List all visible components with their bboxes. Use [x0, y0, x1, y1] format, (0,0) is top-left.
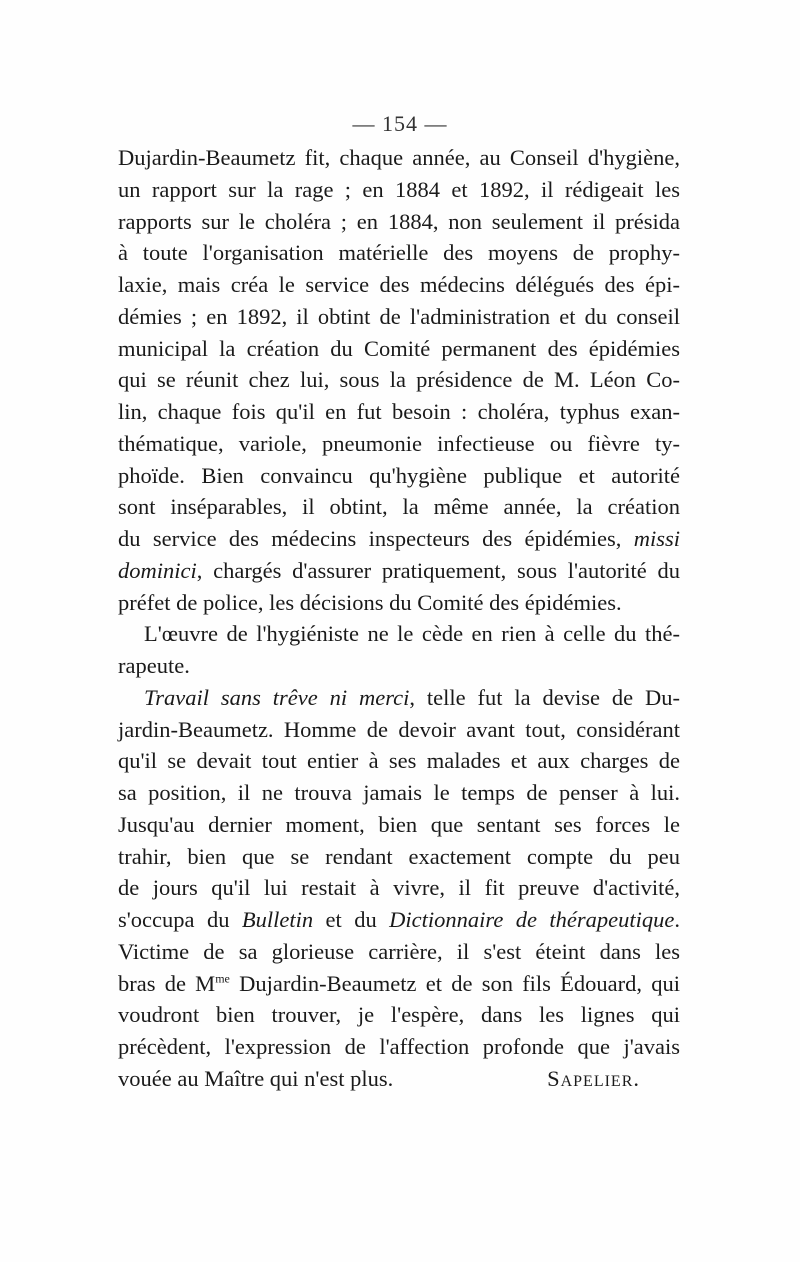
text-line: rapports sur le choléra ; en 1884, non seulement il présida — [118, 208, 680, 234]
text-line: lin, chaque fois qu'il en fut besoin : choléra, typhus exan- — [118, 399, 680, 424]
text-line: sont inséparables, il obtint, la même année, la création — [118, 494, 680, 520]
text-line — [118, 904, 680, 936]
text-line — [118, 968, 680, 1000]
text-line: Jusqu'au dernier moment, bien que sentant ses forces le — [118, 811, 680, 837]
line-text: s'occupa du — [118, 907, 242, 932]
author-signature: Sapelier. — [547, 1065, 640, 1091]
text-line: de jours qu'il lui restait à vivre, il fit preuve d'activité, — [118, 875, 680, 901]
text-line: qu'il se devait tout entier à ses malades et aux charges de — [118, 748, 680, 774]
page-number: — 154 — — [352, 111, 448, 136]
italic-phrase: Travail sans trêve ni merci — [144, 684, 410, 710]
text-line: jardin-Beaumetz. Homme de devoir avant tout, considérant — [118, 716, 680, 742]
text-line: démies ; en 1892, il obtint de l'administration et du conseil — [118, 303, 680, 329]
line-text: Dujardin-Beaumetz et de son fils Édouard, qui — [229, 970, 681, 996]
superscript: me — [215, 971, 230, 985]
text-line: rapeute. — [118, 653, 190, 678]
text-line: sa position, il ne trouva jamais le temps de penser à lui. — [118, 780, 680, 805]
italic-phrase: missi — [633, 526, 680, 551]
line-text: , chargés d'assurer pratiquement, sous l'autorité du — [196, 557, 680, 583]
text-line: précèdent, l'expression de l'affection profonde que j'avais — [118, 1034, 680, 1059]
text-line: phoïde. Bien convaincu qu'hygiène publique et autorité — [118, 462, 680, 488]
text-line: laxie, mais créa le service des médecins délégués des épi- — [118, 272, 680, 297]
text-line — [118, 1063, 680, 1095]
italic-phrase: dominici — [118, 557, 197, 583]
line-text: du service des médecins inspecteurs des épidémies, — [118, 526, 622, 551]
text-line — [118, 523, 680, 555]
text-line: thématique, variole, pneumonie infectieuse ou fièvre ty- — [118, 430, 680, 456]
text-line: préfet de police, les décisions du Comité des épidémies. — [118, 589, 622, 615]
text-line: L'œuvre de l'hygiéniste ne le cède en rien à celle du thé- — [144, 621, 680, 647]
text-line: à toute l'organisation matérielle des moyens de prophy- — [118, 240, 680, 266]
text-line: Dujardin-Beaumetz fit, chaque année, au Conseil d'hygiène, — [118, 145, 680, 170]
text-line: un rapport sur la rage ; en 1884 et 1892, il rédigeait les — [118, 176, 680, 202]
text-line: municipal la création du Comité permanent des épidémies — [118, 335, 680, 361]
line-text: bras de M — [118, 970, 216, 996]
italic-title: Dictionnaire de thérapeutique — [389, 907, 675, 932]
line-text: . — [674, 907, 680, 932]
text-line: qui se réunit chez lui, sous la présidence de M. Léon Co- — [118, 367, 680, 393]
line-text: , telle fut la devise de Du- — [409, 684, 680, 710]
text-line — [118, 555, 680, 587]
text-line: trahir, bien que se rendant exactement compte du peu — [118, 843, 680, 869]
text-line: Victime de sa glorieuse carrière, il s'est éteint dans les — [118, 938, 680, 964]
line-text: et du — [313, 907, 390, 932]
italic-title: Bulletin — [241, 907, 314, 932]
text-line: voudront bien trouver, je l'espère, dans les lignes qui — [118, 1002, 680, 1028]
text-line — [118, 682, 680, 714]
line-text: vouée au Maître qui n'est plus. — [118, 1065, 394, 1091]
body-text — [118, 142, 680, 1095]
